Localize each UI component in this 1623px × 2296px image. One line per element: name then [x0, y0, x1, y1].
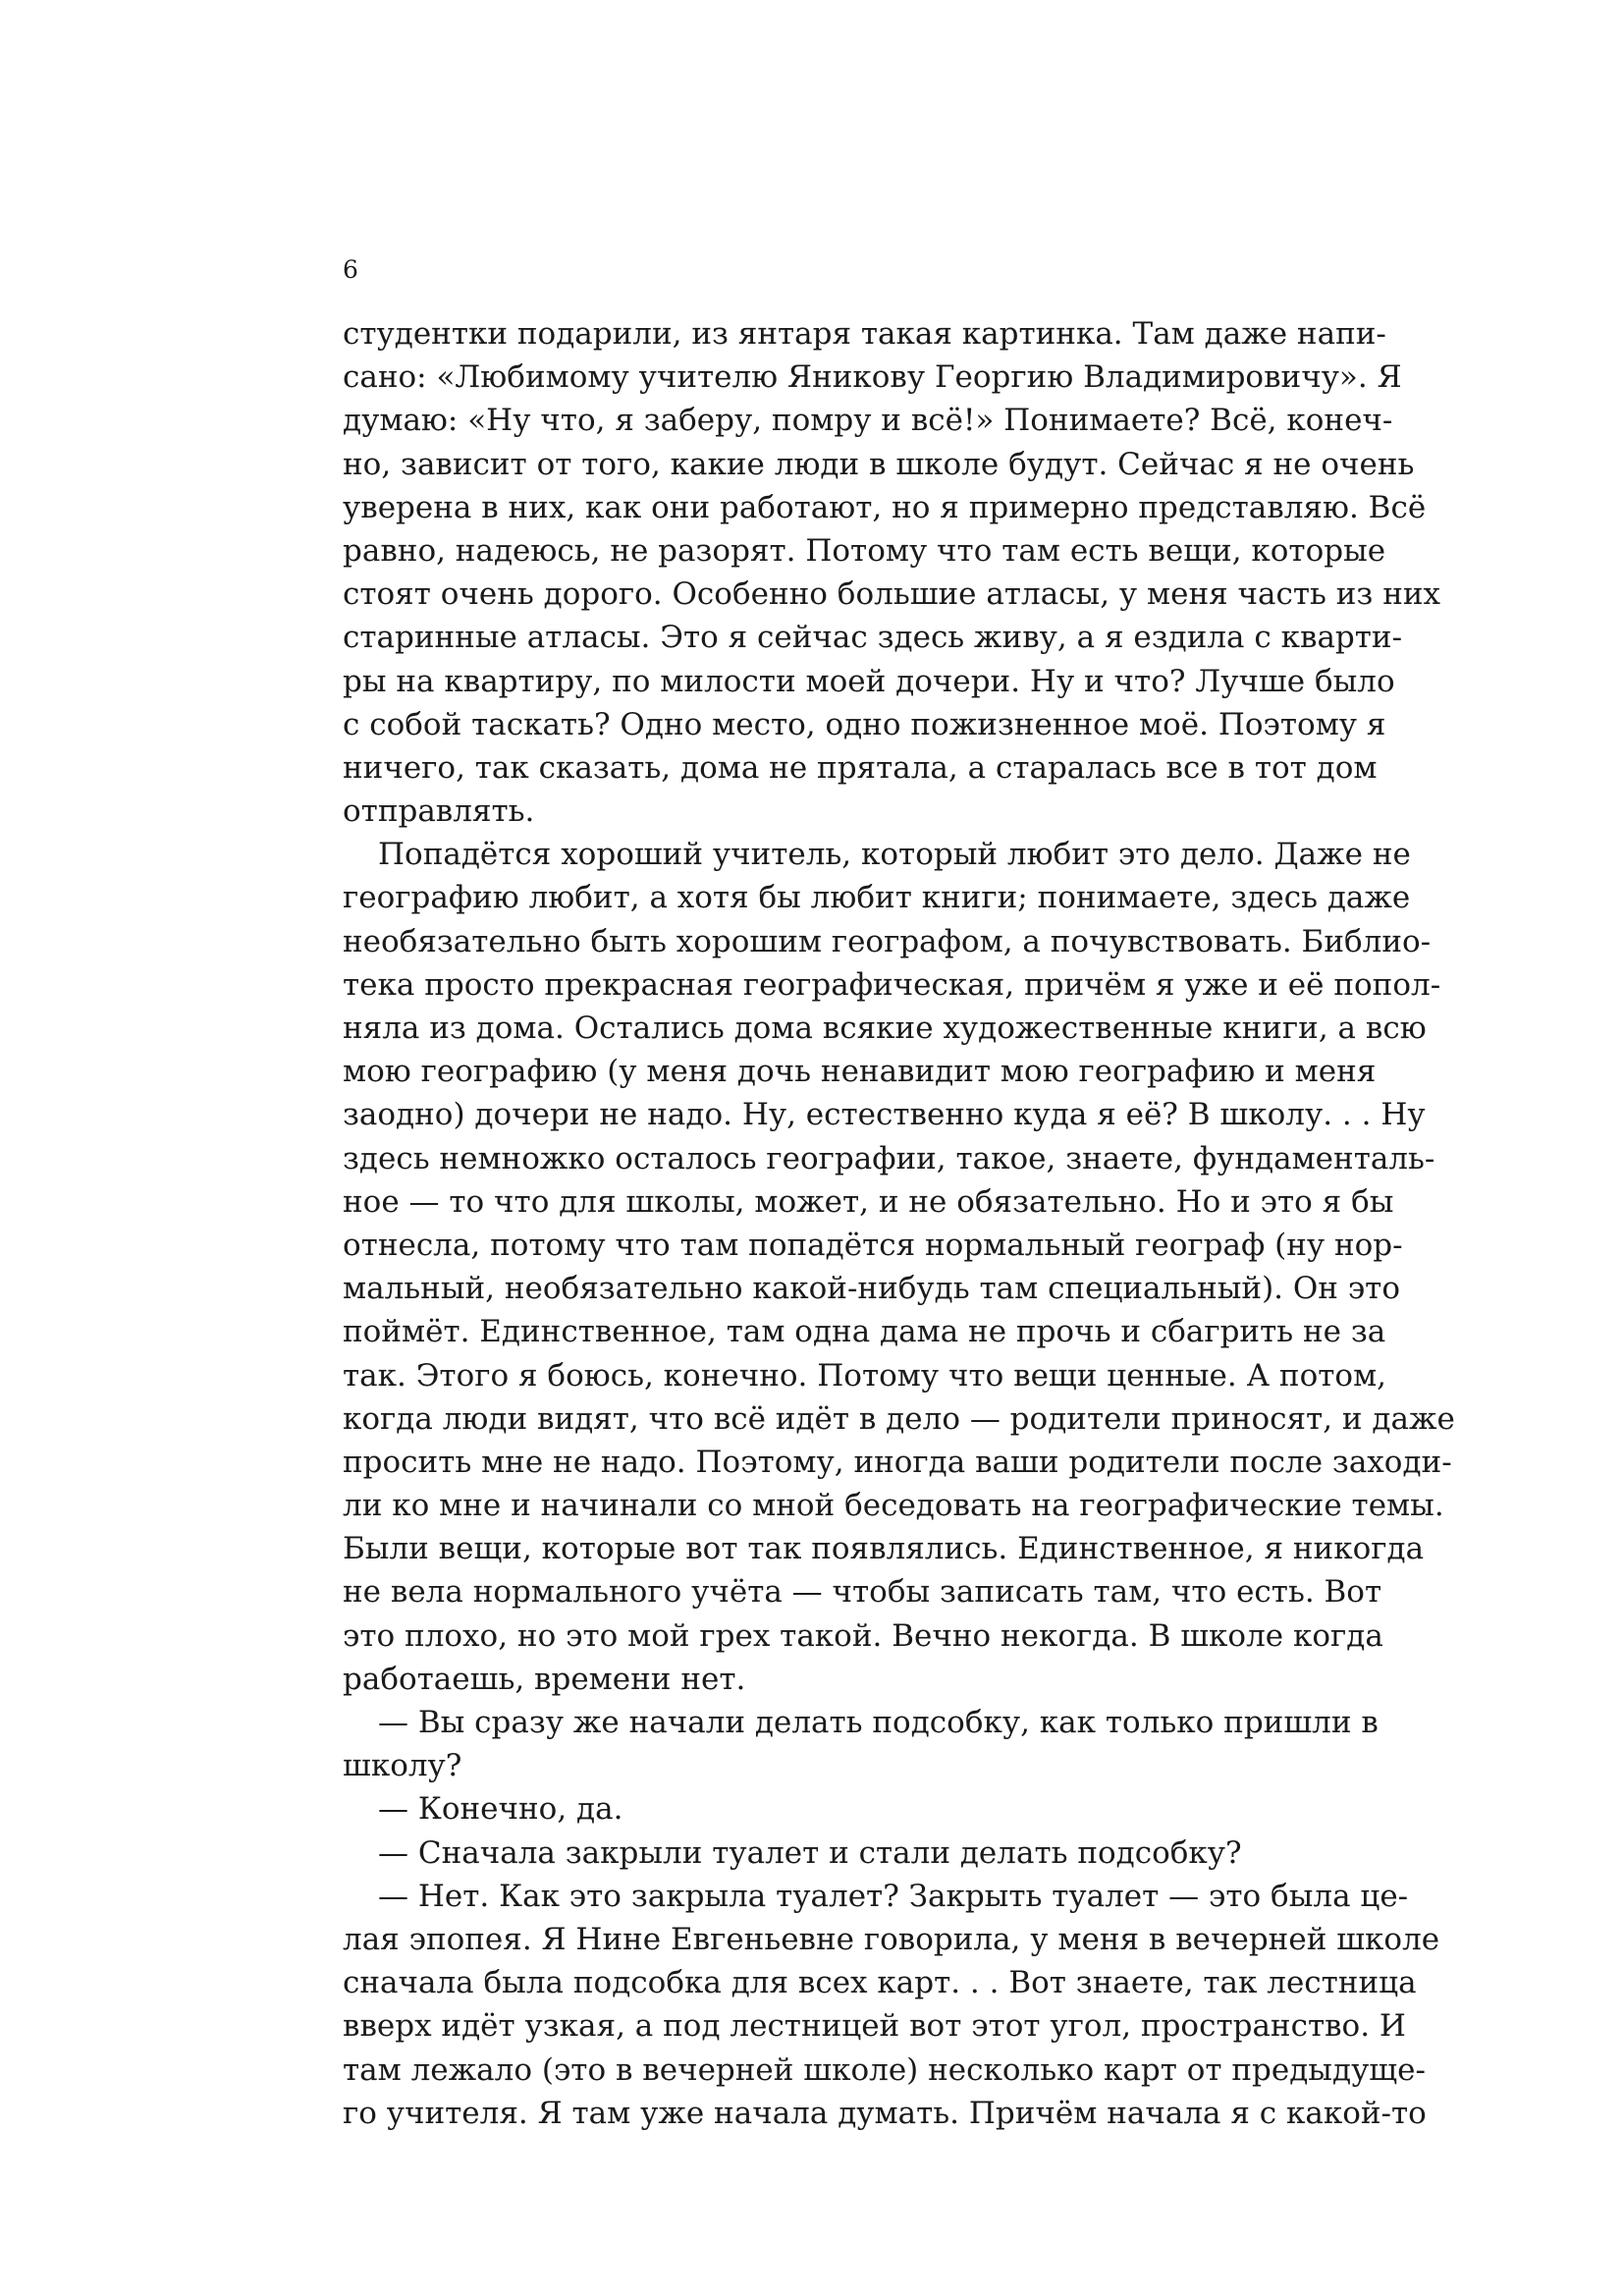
text-line: равно, надеюсь, не разорят. Потому что там есть вещи, которые — [343, 532, 1386, 569]
text-line: так. Этого я боюсь, конечно. Потому что вещи ценные. А потом, — [343, 1357, 1387, 1394]
text-line: отправлять. — [343, 793, 535, 830]
text-line: не вела нормального учёта — чтобы записать там, что есть. Вот — [343, 1574, 1382, 1611]
text-line: студентки подарили, из янтаря такая картинка. Там даже напи- — [343, 316, 1386, 352]
body-text — [343, 312, 1455, 2135]
text-line: школу? — [343, 1748, 462, 1784]
text-line: — Нет. Как это закрыла туалет? Закрыть туалет — это была це- — [378, 1878, 1409, 1914]
paragraph — [343, 1787, 1326, 1831]
text-line: сано: «Любимому учителю Яникову Георгию Владимировичу». Я — [343, 359, 1402, 396]
text-line: но, зависит от того, какие люди в школе будут. Сейчас я не очень — [343, 446, 1415, 482]
text-line: когда люди видят, что всё идёт в дело — родители приносят, и даже — [343, 1400, 1455, 1437]
text-line: там лежало (это в вечерней школе) несколько карт от предыдуще- — [343, 2051, 1426, 2088]
text-line: географию любит, а хотя бы любит книги; понимаете, здесь даже — [343, 880, 1411, 916]
text-line: Попадётся хороший учитель, который любит это дело. Даже не — [378, 837, 1411, 873]
paragraph — [343, 1701, 1379, 1787]
text-line: ничего, так сказать, дома не прятала, а старалась все в тот дом — [343, 749, 1378, 786]
text-line: заодно) дочери не надо. Ну, естественно куда я её? В школу. . . Ну — [343, 1097, 1426, 1133]
text-line: с собой таскать? Одно место, одно пожизненное моё. Поэтому я — [343, 706, 1386, 742]
text-line: ли ко мне и начинали со мной беседовать на географические темы. — [343, 1488, 1444, 1524]
paragraph — [343, 833, 1455, 1701]
text-line: старинные атласы. Это я сейчас здесь живу, а я ездила с кварти- — [343, 620, 1403, 656]
text-line: работаешь, времени нет. — [343, 1661, 746, 1697]
text-line: это плохо, но это мой грех такой. Вечно некогда. В школе когда — [343, 1617, 1383, 1654]
page-number: 6 — [343, 255, 358, 284]
text-line: поймёт. Единственное, там одна дама не прочь и сбагрить не за — [343, 1314, 1386, 1350]
paragraph — [343, 312, 1440, 833]
text-line: отнесла, потому что там попадётся нормальный географ (ну нор- — [343, 1227, 1403, 1263]
text-line: — Сначала закрыли туалет и стали делать подсобку? — [378, 1834, 1242, 1871]
text-line: го учителя. Я там уже начала думать. Причём начала я с какой-то — [343, 2095, 1427, 2131]
text-line: — Вы сразу же начали делать подсобку, как только пришли в — [378, 1705, 1379, 1740]
paragraph — [343, 1831, 1326, 1875]
text-line: — Конечно, да. — [378, 1791, 623, 1828]
text-line: здесь немножко осталось географии, такое, знаете, фундаменталь- — [343, 1140, 1435, 1176]
text-line: ное — то что для школы, может, и не обязательно. Но и это я бы — [343, 1183, 1394, 1220]
text-line: думаю: «Ну что, я заберу, помру и всё!» Понимаете? Всё, конеч- — [343, 403, 1393, 439]
text-line: няла из дома. Остались дома всякие художественные книги, а всю — [343, 1011, 1427, 1046]
text-line: сначала была подсобка для всех карт. . . Вот знаете, так лестница — [343, 1965, 1417, 2001]
text-line: лая эпопея. Я Нине Евгеньевне говорила, у меня в вечерней школе — [343, 1921, 1440, 1957]
text-line: Были вещи, которые вот так появлялись. Единственное, я никогда — [343, 1531, 1425, 1567]
text-line: вверх идёт узкая, а под лестницей вот этот угол, пространство. И — [343, 2008, 1406, 2045]
text-line: уверена в них, как они работают, но я примерно представляю. Всё — [343, 489, 1427, 525]
text-line: просить мне не надо. Поэтому, иногда ваши родители после заходи- — [343, 1444, 1452, 1480]
text-line: ры на квартиру, по милости моей дочери. Ну и что? Лучше было — [343, 663, 1395, 699]
paragraph — [343, 1875, 1440, 2135]
text-line: мальный, необязательно какой-нибудь там специальный). Он это — [343, 1271, 1400, 1307]
text-line: тека просто прекрасная географическая, причём я уже и её попол- — [343, 966, 1441, 1003]
text-line: стоят очень дорого. Особенно большие атласы, у меня часть из них — [343, 576, 1440, 613]
text-line: мою географию (у меня дочь ненавидит мою географию и меня — [343, 1054, 1377, 1090]
text-line: необязательно быть хорошим географом, а почувствовать. Библио- — [343, 923, 1432, 959]
